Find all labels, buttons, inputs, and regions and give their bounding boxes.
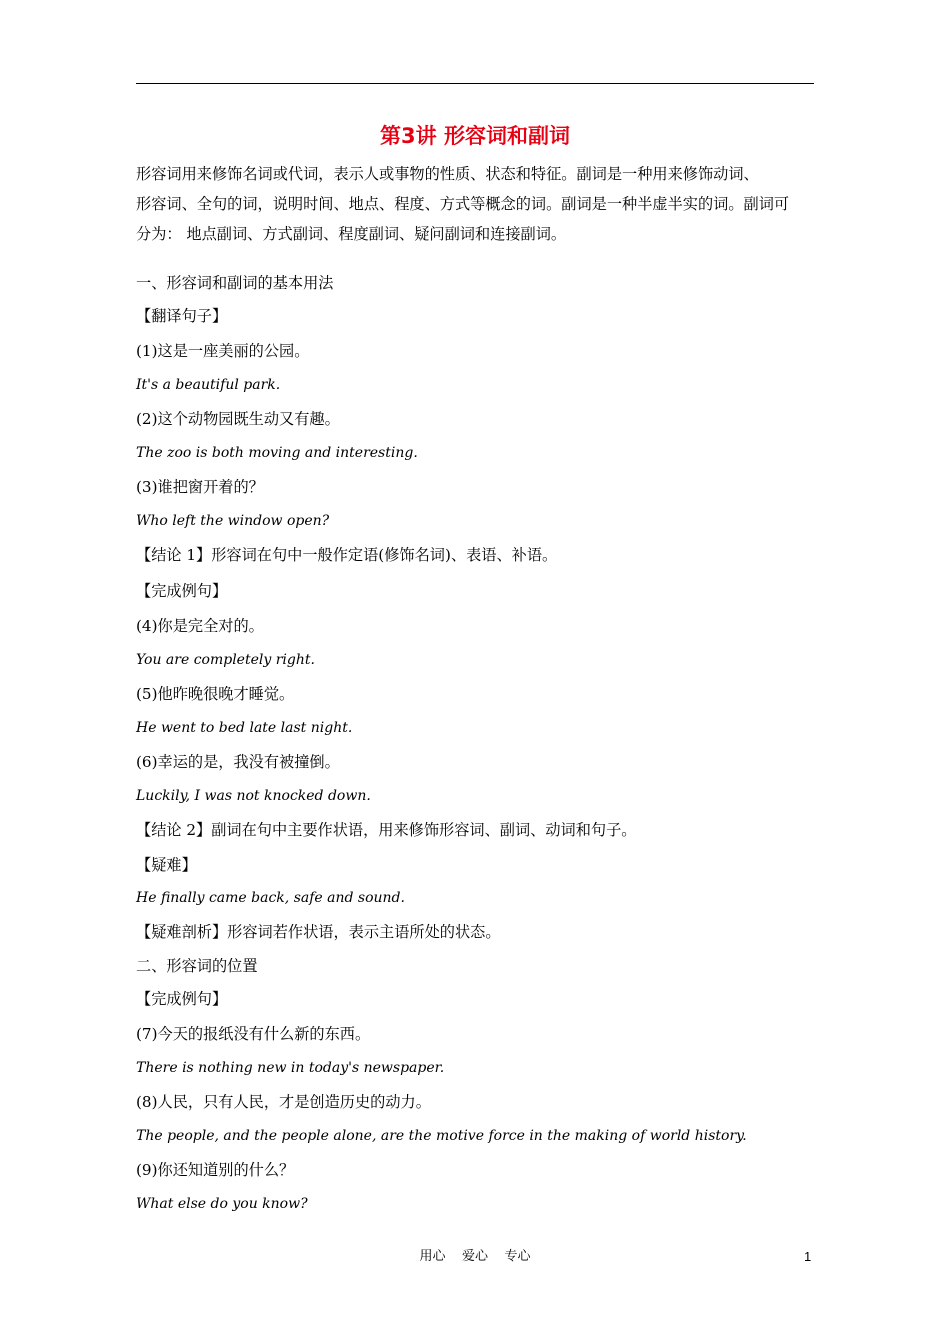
header-rule bbox=[136, 83, 814, 84]
subsection-label: 【翻译句子】 bbox=[136, 307, 228, 325]
example-en: Who left the window open? bbox=[136, 513, 330, 529]
example-en: What else do you know? bbox=[136, 1196, 308, 1212]
example-cn: (5)他昨晚很晚才睡觉。 bbox=[136, 685, 295, 703]
example-cn: (2)这个动物园既生动又有趣。 bbox=[136, 410, 340, 428]
intro-line: 形容词、全句的词，说明时间、地点、程度、方式等概念的词。副词是一种半虚半实的词。副词可 bbox=[136, 195, 790, 213]
intro-line: 分为： 地点副词、方式副词、程度副词、疑问副词和连接副词。 bbox=[136, 225, 567, 243]
example-en: The people, and the people alone, are the motive force in the making of world history. bbox=[136, 1128, 747, 1144]
example-cn: (4)你是完全对的。 bbox=[136, 617, 264, 635]
example-en: You are completely right. bbox=[136, 652, 315, 668]
example-cn: (8)人民，只有人民，才是创造历史的动力。 bbox=[136, 1093, 431, 1111]
section-heading: 二、形容词的位置 bbox=[136, 957, 258, 975]
footer-motto: 用心 爱心 专心 bbox=[419, 1249, 531, 1264]
example-cn: (7)今天的报纸没有什么新的东西。 bbox=[136, 1025, 371, 1043]
example-en: He went to bed late last night. bbox=[136, 720, 353, 736]
example-cn: (3)谁把窗开着的？ bbox=[136, 478, 264, 496]
example-en: He finally came back, safe and sound. bbox=[136, 890, 405, 906]
example-cn: (1)这是一座美丽的公园。 bbox=[136, 342, 310, 360]
conclusion: 【结论 1】形容词在句中一般作定语(修饰名词)、表语、补语。 bbox=[136, 546, 558, 564]
example-en: It's a beautiful park. bbox=[136, 377, 281, 393]
subsection-label: 【完成例句】 bbox=[136, 990, 228, 1008]
page-title: 第3讲 形容词和副词 bbox=[380, 124, 570, 148]
subsection-label: 【完成例句】 bbox=[136, 582, 228, 600]
intro-paragraph bbox=[136, 159, 826, 249]
section-heading: 一、形容词和副词的基本用法 bbox=[136, 274, 334, 292]
subsection-label: 【疑难】 bbox=[136, 856, 197, 874]
example-en: Luckily, I was not knocked down. bbox=[136, 788, 371, 804]
example-en: There is nothing new in today's newspaper. bbox=[136, 1060, 445, 1076]
example-cn: (6)幸运的是，我没有被撞倒。 bbox=[136, 753, 340, 771]
conclusion: 【结论 2】副词在句中主要作状语，用来修饰形容词、副词、动词和句子。 bbox=[136, 821, 637, 839]
example-cn: (9)你还知道别的什么？ bbox=[136, 1161, 295, 1179]
example-en: The zoo is both moving and interesting. bbox=[136, 445, 418, 461]
page-number: 1 bbox=[804, 1249, 812, 1264]
difficulty-analysis: 【疑难剖析】形容词若作状语，表示主语所处的状态。 bbox=[136, 923, 501, 941]
intro-line: 形容词用来修饰名词或代词，表示人或事物的性质、状态和特征。副词是一种用来修饰动词、 bbox=[136, 165, 759, 183]
